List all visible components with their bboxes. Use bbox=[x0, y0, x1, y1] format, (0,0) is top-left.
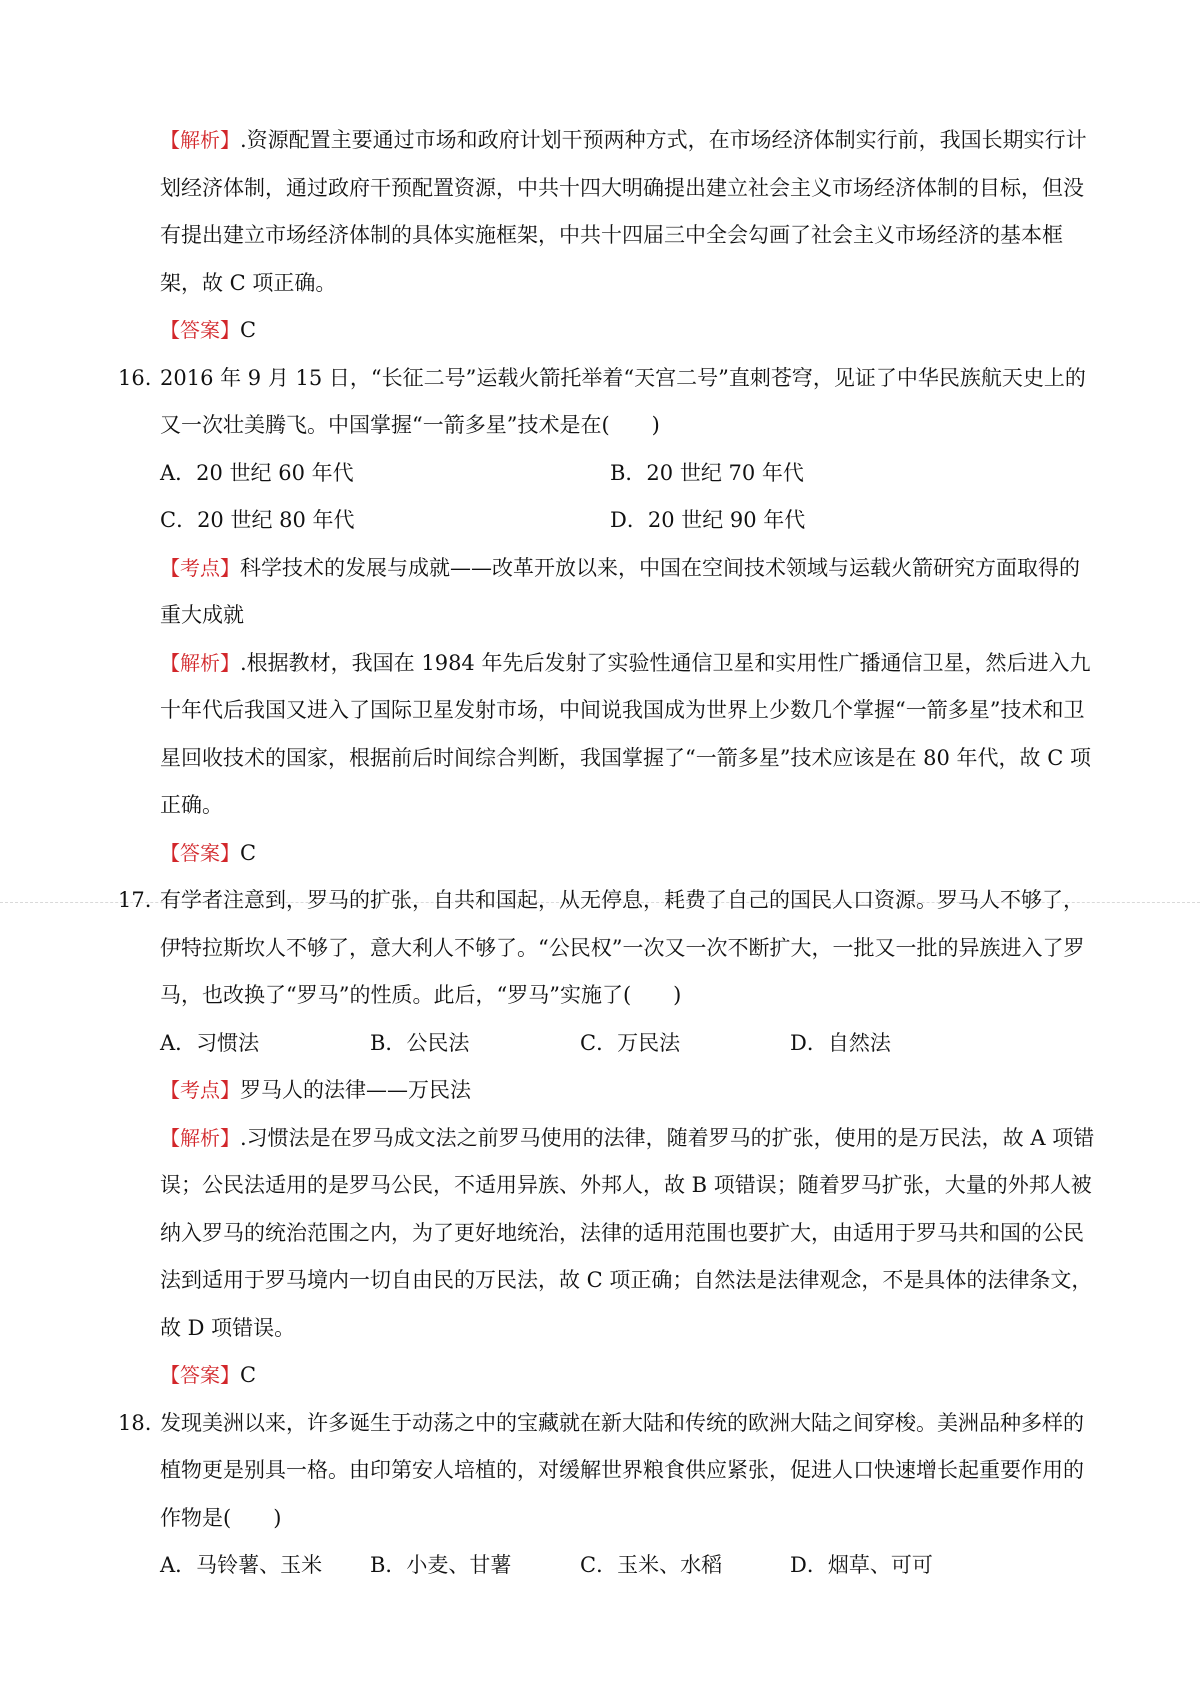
answer-text: C bbox=[240, 318, 257, 342]
q17-analysis bbox=[118, 1115, 1098, 1353]
q16-point bbox=[118, 545, 1098, 640]
analysis-tag: 【解析】 bbox=[160, 1125, 240, 1150]
question-number: 18. bbox=[118, 1410, 152, 1435]
option-c: C．玉米、水稻 bbox=[580, 1553, 723, 1577]
question-text: 2016 年 9 月 15 日，“长征二号”运载火箭托举着“天宫二号”直刺苍穹，见证了中华民族航天史上的又一次壮美腾飞。中国掌握“一箭多星”技术是在( ) bbox=[160, 365, 1086, 437]
option-a: A．20 世纪 60 年代 bbox=[160, 460, 354, 485]
q16-analysis bbox=[118, 640, 1098, 830]
analysis-text: .资源配置主要通过市场和政府计划干预两种方式，在市场经济体制实行前，我国长期实行计划经济体制，通过政府干预配置资源，中共十四大明确提出建立社会主义市场经济体制的目标，但没有提出建立市场经济体制的具体实施框架，中共十四届三中全会勾画了社会主义市场经济的基本框架，故 C 项正确。 bbox=[160, 128, 1087, 295]
answer-tag: 【答案】 bbox=[160, 1363, 240, 1387]
answer-tag: 【答案】 bbox=[160, 840, 240, 865]
q18-stem bbox=[118, 1400, 1098, 1543]
option-c: C．20 世纪 80 年代 bbox=[160, 508, 355, 532]
option-a: A．马铃薯、玉米 bbox=[160, 1553, 323, 1577]
analysis-text: .根据教材，我国在 1984 年先后发射了实验性通信卫星和实用性广播通信卫星，然后进入九十年代后我国又进入了国际卫星发射市场，中间说我国成为世界上少数几个掌握“一箭多星”技术和卫星回收技术的国家，根据前后时间综合判断，我国掌握了“一箭多星”技术应该是在 80 年代，故 C 项正确。 bbox=[160, 650, 1091, 817]
answer-tag: 【答案】 bbox=[160, 318, 240, 342]
point-text: 罗马人的法律——万民法 bbox=[240, 1078, 471, 1102]
option-b: B．公民法 bbox=[370, 1030, 470, 1055]
q16-options bbox=[118, 450, 1098, 545]
question-text: 发现美洲以来，许多诞生于动荡之中的宝藏就在新大陆和传统的欧洲大陆之间穿梭。美洲品种多样的植物更是别具一格。由印第安人培植的，对缓解世界粮食供应紧张，促进人口快速增长起重要作用的作物是( ) bbox=[160, 1410, 1084, 1530]
point-text: 科学技术的发展与成就——改革开放以来，中国在空间技术领域与运载火箭研究方面取得的重大成就 bbox=[160, 555, 1080, 627]
q17-point bbox=[118, 1067, 1098, 1115]
analysis-tag: 【解析】 bbox=[160, 650, 240, 675]
q15-answer bbox=[118, 307, 1098, 355]
option-a: A．习惯法 bbox=[160, 1030, 260, 1055]
q17-options bbox=[118, 1020, 1098, 1068]
analysis-tag: 【解析】 bbox=[160, 128, 240, 152]
q18-options bbox=[118, 1542, 1098, 1590]
analysis-text: .习惯法是在罗马成文法之前罗马使用的法律，随着罗马的扩张，使用的是万民法，故 A 项错误；公民法适用的是罗马公民，不适用异族、外邦人，故 B 项错误；随着罗马扩张，大量的外邦人被纳入罗马的统治范围之内，为了更好地统治，法律的适用范围也要扩大，由适用于罗马共和国的公民法到适用于罗马境内一切自由民的万民法，故 C 项正确；自然法是法律观念，不是具体的法律条文，故 D 项错误。 bbox=[160, 1125, 1095, 1340]
option-b: B．小麦、甘薯 bbox=[370, 1553, 512, 1577]
answer-text: C bbox=[240, 840, 257, 865]
option-d: D．自然法 bbox=[790, 1030, 891, 1055]
question-number: 16. bbox=[118, 365, 152, 390]
option-d: D．20 世纪 90 年代 bbox=[610, 508, 806, 532]
point-tag: 【考点】 bbox=[160, 1078, 240, 1102]
option-b: B．20 世纪 70 年代 bbox=[610, 460, 804, 485]
q16-stem bbox=[118, 355, 1098, 450]
q15-analysis bbox=[118, 117, 1098, 307]
option-c: C．万民法 bbox=[580, 1030, 681, 1055]
q16-answer bbox=[118, 830, 1098, 878]
document-content bbox=[118, 117, 1098, 1590]
question-text: 有学者注意到，罗马的扩张，自共和国起，从无停息，耗费了自己的国民人口资源。罗马人不够了，伊特拉斯坎人不够了，意大利人不够了。“公民权”一次又一次不断扩大，一批又一批的异族进入了罗马，也改换了“罗马”的性质。此后，“罗马”实施了( ) bbox=[160, 888, 1085, 1007]
answer-text: C bbox=[240, 1363, 257, 1387]
point-tag: 【考点】 bbox=[160, 555, 240, 580]
q17-stem bbox=[118, 877, 1098, 1020]
question-number: 17. bbox=[118, 888, 152, 912]
option-d: D．烟草、可可 bbox=[790, 1553, 933, 1577]
q17-answer bbox=[118, 1352, 1098, 1400]
